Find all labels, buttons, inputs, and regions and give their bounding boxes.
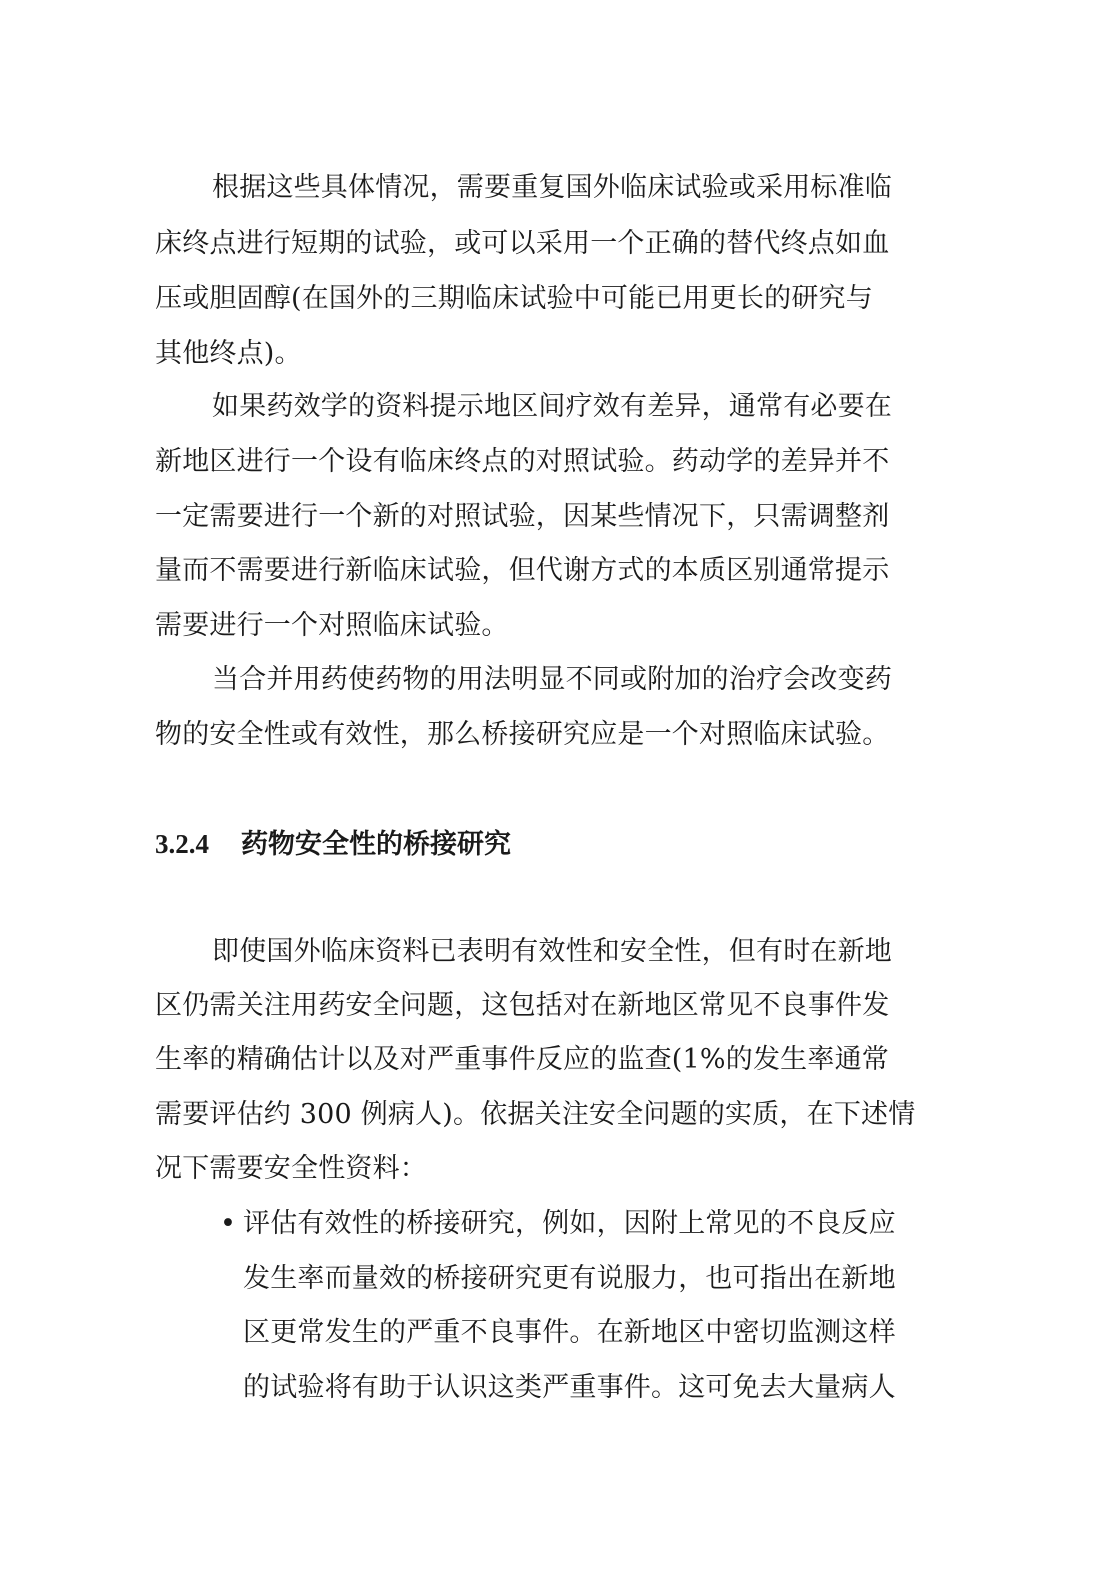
paragraph4-line-2: 区仍需关注用药安全问题，这包括对在新地区常见不良事件发 <box>155 990 890 1021</box>
paragraph3-line-1: 当合并用药使药物的用法明显不同或附加的治疗会改变药 <box>212 664 892 695</box>
paragraph4-line-5: 况下需要安全性资料： <box>155 1153 427 1184</box>
paragraph2-line-3: 一定需要进行一个新的对照试验，因某些情况下，只需调整剂 <box>155 501 890 532</box>
bullet1-line-2: 发生率而量效的桥接研究更有说服力，也可指出在新地 <box>243 1263 896 1294</box>
paragraph4-line-4: 需要评估约 300 例病人)。依据关注安全问题的实质，在下述情 <box>155 1099 916 1130</box>
paragraph1-line-1: 根据这些具体情况，需要重复国外临床试验或采用标准临 <box>212 172 892 203</box>
paragraph2-line-1: 如果药效学的资料提示地区间疗效有差异，通常有必要在 <box>212 391 892 422</box>
paragraph2-line-5: 需要进行一个对照临床试验。 <box>155 610 509 641</box>
paragraph4-line-3: 生率的精确估计以及对严重事件反应的监查(1%的发生率通常 <box>155 1044 889 1075</box>
paragraph2-line-4: 量而不需要进行新临床试验，但代谢方式的本质区别通常提示 <box>155 555 890 586</box>
bullet-marker: • <box>220 1208 236 1239</box>
bullet1-line-4: 的试验将有助于认识这类严重事件。这可免去大量病人 <box>243 1372 896 1403</box>
section-number: 3.2.4 <box>155 829 209 859</box>
bullet1-line-1: 评估有效性的桥接研究，例如，因附上常见的不良反应 <box>243 1208 896 1239</box>
paragraph2-line-2: 新地区进行一个设有临床终点的对照试验。药动学的差异并不 <box>155 446 890 477</box>
paragraph1-line-4: 其他终点)。 <box>155 338 302 369</box>
bullet1-line-3: 区更常发生的严重不良事件。在新地区中密切监测这样 <box>243 1317 896 1348</box>
section-heading <box>155 826 511 863</box>
paragraph3-line-2: 物的安全性或有效性，那么桥接研究应是一个对照临床试验。 <box>155 719 890 750</box>
paragraph1-line-2: 床终点进行短期的试验，或可以采用一个正确的替代终点如血 <box>155 228 890 259</box>
section-title: 药物安全性的桥接研究 <box>241 829 511 860</box>
paragraph1-line-3: 压或胆固醇(在国外的三期临床试验中可能已用更长的研究与 <box>155 283 873 314</box>
paragraph4-line-1: 即使国外临床资料已表明有效性和安全性，但有时在新地 <box>212 936 892 967</box>
